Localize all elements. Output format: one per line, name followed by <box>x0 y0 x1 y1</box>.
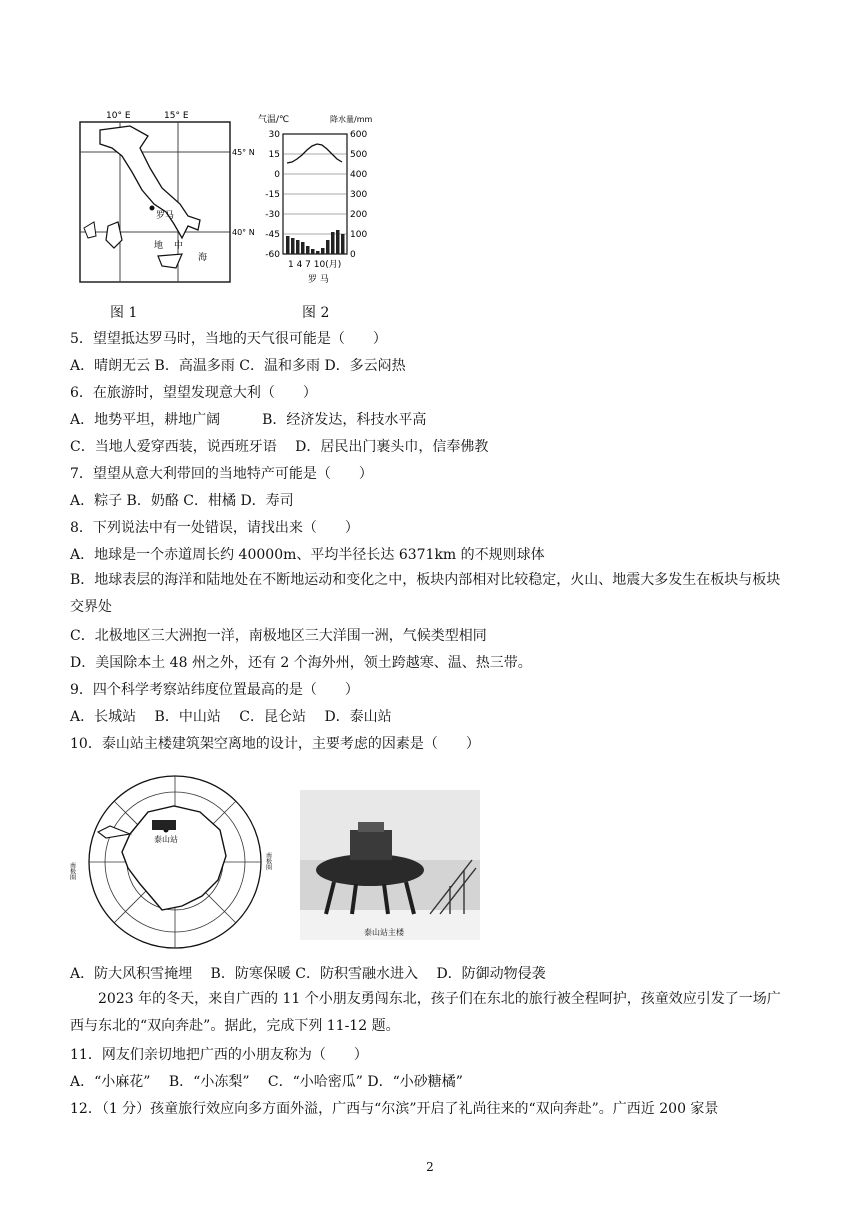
figure-2-caption: 图 2 <box>302 305 330 321</box>
precip-bar <box>286 236 290 254</box>
question-8-option-a: A．地球是一个赤道周长约 40000m、平均半径长达 6371km 的不规则球体 <box>70 547 545 563</box>
question-8: 8．下列说法中有一处错误，请找出来（ ） <box>70 520 359 536</box>
month-axis: 1 4 7 10(月) <box>288 260 342 270</box>
temp-tick: 0 <box>274 170 280 180</box>
italy-map-figure <box>70 108 255 293</box>
sea-label-3: 海 <box>198 253 208 263</box>
precip-bar <box>301 242 305 254</box>
precip-bar <box>341 234 345 254</box>
passage-11-12: 2023 年的冬天，来自广西的 11 个小朋友勇闯东北，孩子们在东北的旅行被全程呵护，孩童效应引发了一场广西与东北的“双向奔赴”。据此，完成下列 11-12 题。 <box>70 991 781 1034</box>
precip-bar <box>296 240 300 254</box>
temp-tick: 15 <box>268 150 280 160</box>
precip-tick: 0 <box>350 250 356 260</box>
precip-tick: 500 <box>350 150 368 160</box>
question-9: 9．四个科学考察站纬度位置最高的是（ ） <box>70 682 359 698</box>
question-9-options: A．长城站 B．中山站 C．昆仑站 D．泰山站 <box>70 709 392 725</box>
temp-axis-title: 气温/℃ <box>258 115 290 125</box>
lon-label-10: 10° E <box>106 111 131 121</box>
precip-tick: 600 <box>350 130 368 140</box>
polar-circle-label-left: 南极圈 <box>68 862 76 880</box>
temp-tick: 30 <box>268 130 280 140</box>
precip-bar <box>291 238 295 254</box>
question-12: 12．（1 分）孩童旅行效应向多方面外溢，广西与“尔滨”开启了礼尚往来的“双向奔赴”。广西近 200 家景 <box>70 1101 719 1117</box>
lat-label-45: 45° N <box>232 148 255 157</box>
precip-bar <box>316 251 320 254</box>
question-6-options-ab: A．地势平坦，耕地广阔 B．经济发达，科技水平高 <box>70 412 427 428</box>
precip-bar <box>311 249 315 254</box>
temp-tick: -15 <box>265 190 280 200</box>
precip-bar <box>306 246 310 254</box>
question-5-options: A．晴朗无云 B．高温多雨 C．温和多雨 D．多云闷热 <box>70 358 406 374</box>
page-number: 2 <box>426 1160 434 1174</box>
sea-label-2: 中 <box>174 241 184 251</box>
precip-tick: 200 <box>350 210 368 220</box>
lat-label-40: 40° N <box>232 228 255 237</box>
temp-tick: -30 <box>265 210 280 220</box>
question-7: 7．望望从意大利带回的当地特产可能是（ ） <box>70 466 373 482</box>
station-label: 泰山站 <box>154 835 178 844</box>
question-11: 11．网友们亲切地把广西的小朋友称为（ ） <box>70 1047 368 1063</box>
precip-axis-title: 降水量/mm <box>330 115 373 124</box>
figure-1-caption: 图 1 <box>110 305 138 321</box>
precip-tick: 400 <box>350 170 368 180</box>
question-6: 6．在旅游时，望望发现意大利（ ） <box>70 385 317 401</box>
question-5: 5．望望抵达罗马时，当地的天气很可能是（ ） <box>70 331 387 347</box>
question-8-option-c: C．北极地区三大洲抱一洋，南极地区三大洋围一洲，气候类型相同 <box>70 628 487 644</box>
question-10: 10．泰山站主楼建筑架空离地的设计，主要考虑的因素是（ ） <box>70 736 480 752</box>
question-7-options: A．粽子 B．奶酪 C．柑橘 D．寿司 <box>70 493 294 509</box>
temp-tick: -45 <box>265 230 280 240</box>
photo-caption: 泰山站主楼 <box>364 928 404 937</box>
taishan-station-photo <box>300 790 480 940</box>
lon-label-15: 15° E <box>164 111 189 121</box>
question-10-options: A．防大风积雪掩埋 B．防寒保暖 C．防积雪融水进入 D．防御动物侵袭 <box>70 966 546 982</box>
rome-label: 罗马 <box>156 211 175 221</box>
antarctica-polar-map <box>70 772 280 957</box>
precip-bar <box>321 248 325 254</box>
question-6-options-cd: C．当地人爱穿西装，说西班牙语 D．居民出门裹头巾，信奉佛教 <box>70 439 489 455</box>
sea-label-1: 地 <box>154 241 164 251</box>
city-label: 罗 马 <box>308 275 329 285</box>
question-8-option-d: D．美国除本土 48 州之外，还有 2 个海外州，领土跨越寒、温、热三带。 <box>70 655 532 671</box>
question-8-option-b: B．地球表层的海洋和陆地处在不断地运动和变化之中，板块内部相对比较稳定，火山、地震大多发生在板块与板块交界处 <box>70 572 781 615</box>
precip-tick: 100 <box>350 230 368 240</box>
precip-bar <box>326 240 330 254</box>
precip-tick: 300 <box>350 190 368 200</box>
question-11-options: A．“小麻花” B．“小冻梨” C．“小哈密瓜” D．“小砂糖橘” <box>70 1074 463 1090</box>
rome-dot <box>150 206 155 211</box>
rome-climate-chart <box>250 112 390 292</box>
precip-bar <box>336 230 340 254</box>
precip-bar <box>331 232 335 254</box>
temp-tick: -60 <box>265 250 280 260</box>
polar-circle-label-right: 南极圈 <box>264 852 272 870</box>
